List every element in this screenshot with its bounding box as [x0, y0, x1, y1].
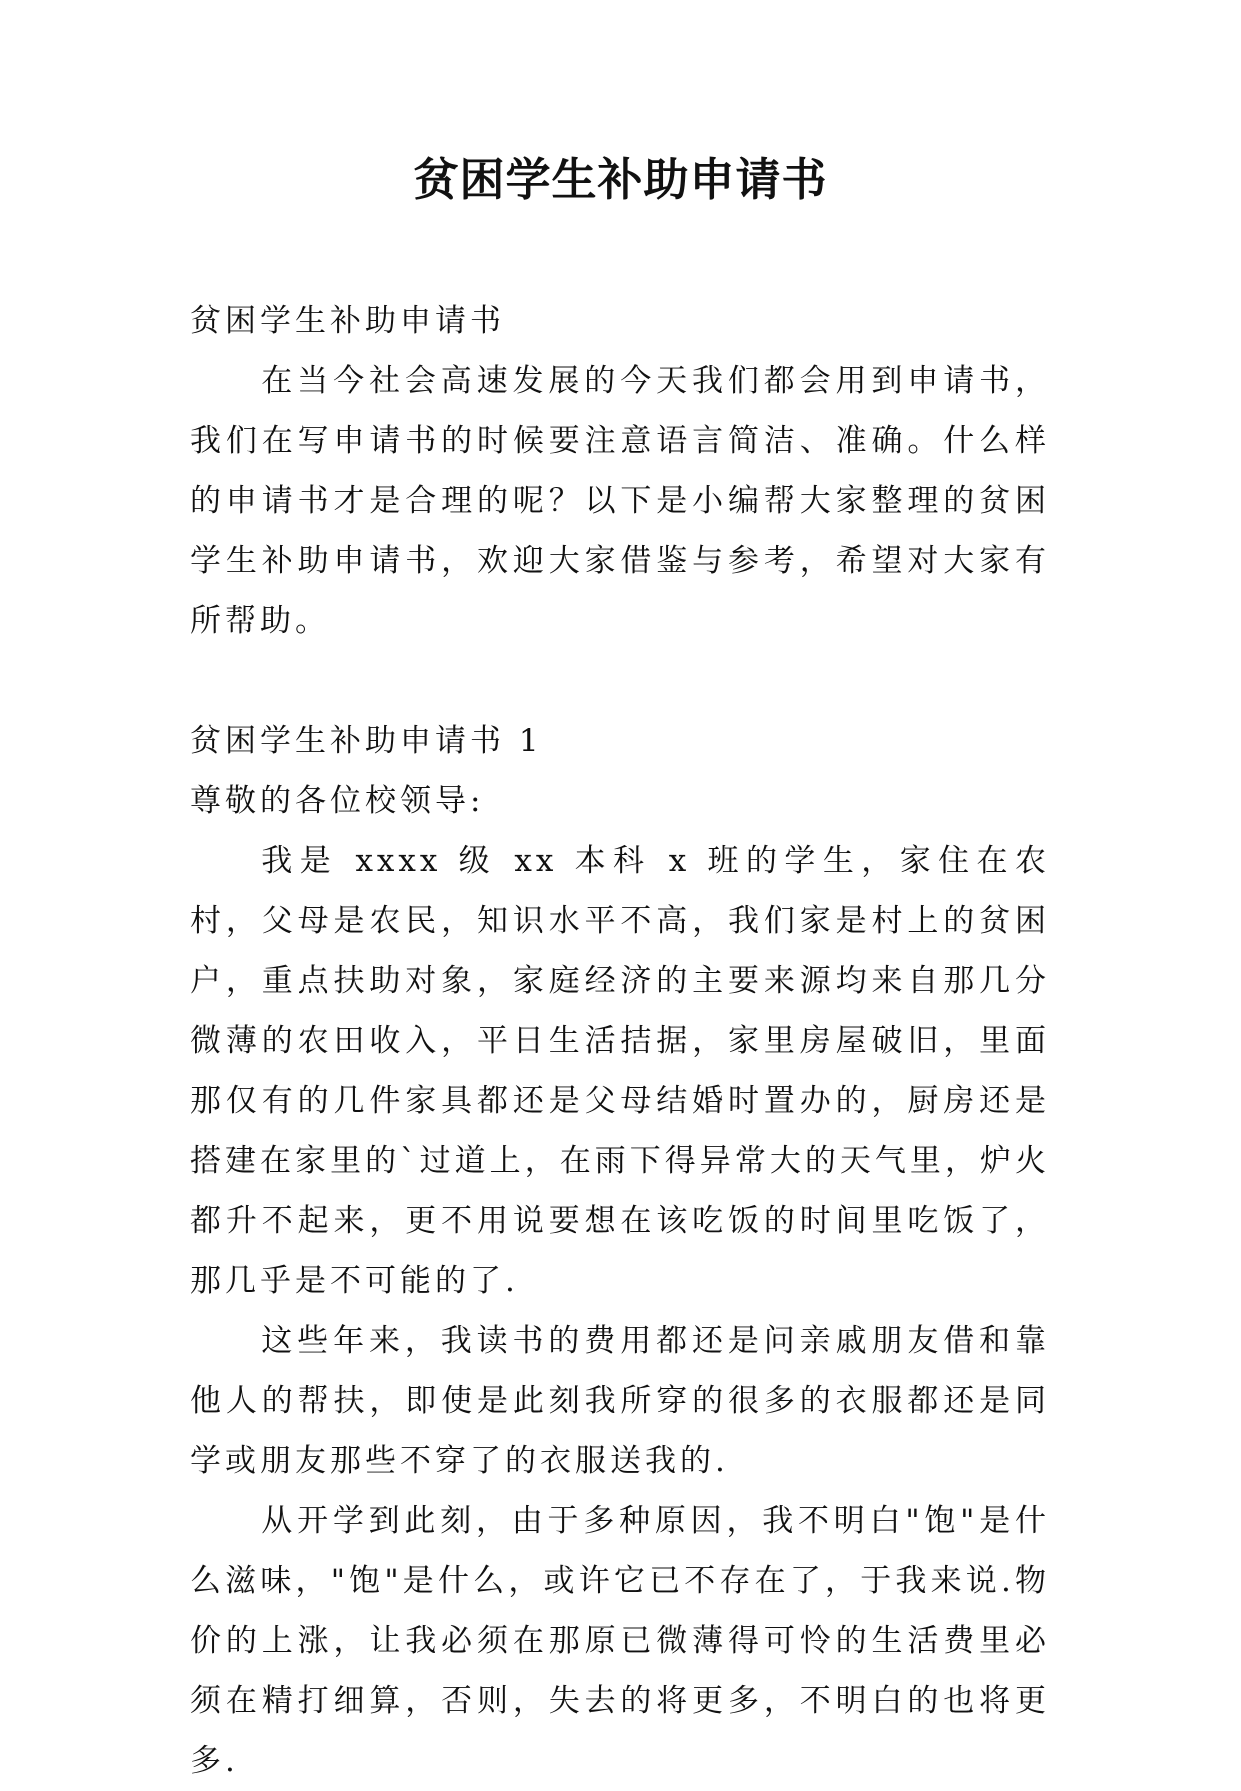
document-body: [190, 291, 1050, 1791]
salutation: 尊敬的各位校领导:: [190, 783, 485, 819]
intro-heading: 贫困学生补助申请书: [190, 303, 505, 339]
intro-paragraph: 在当今社会高速发展的今天我们都会用到申请书，我们在写申请书的时候要注意语言简洁、准确。什么样的申请书才是合理的呢？以下是小编帮大家整理的贫困学生补助申请书，欢迎大家借鉴与参考，希望对大家有所帮助。: [190, 363, 1050, 639]
body-paragraph: 这些年来，我读书的费用都还是问亲戚朋友借和靠他人的帮扶，即使是此刻我所穿的很多的衣服都还是同学或朋友那些不穿了的衣服送我的.: [190, 1323, 1050, 1479]
page-title: 贫困学生补助申请书: [413, 153, 828, 206]
section-heading: 贫困学生补助申请书 1: [190, 723, 543, 759]
body-paragraph: 我是 xxxx 级 xx 本科 x 班的学生，家住在农村，父母是农民，知识水平不高，我们家是村上的贫困户，重点扶助对象，家庭经济的主要来源均来自那几分微薄的农田收入，平日生活拮据，家里房屋破旧，里面那仅有的几件家具都还是父母结婚时置办的，厨房还是搭建在家里的`过道上，在雨下得异常大的天气里，炉火都升不起来，更不用说要想在该吃饭的时间里吃饭了，那几乎是不可能的了.: [190, 843, 1050, 1299]
section-spacer: [190, 651, 1050, 711]
body-paragraph: 从开学到此刻，由于多种原因，我不明白"饱"是什么滋味，"饱"是什么，或许它已不存在了，于我来说.物价的上涨，让我必须在那原已微薄得可怜的生活费里必须在精打细算，否则，失去的将更多，不明白的也将更多.: [190, 1503, 1050, 1779]
